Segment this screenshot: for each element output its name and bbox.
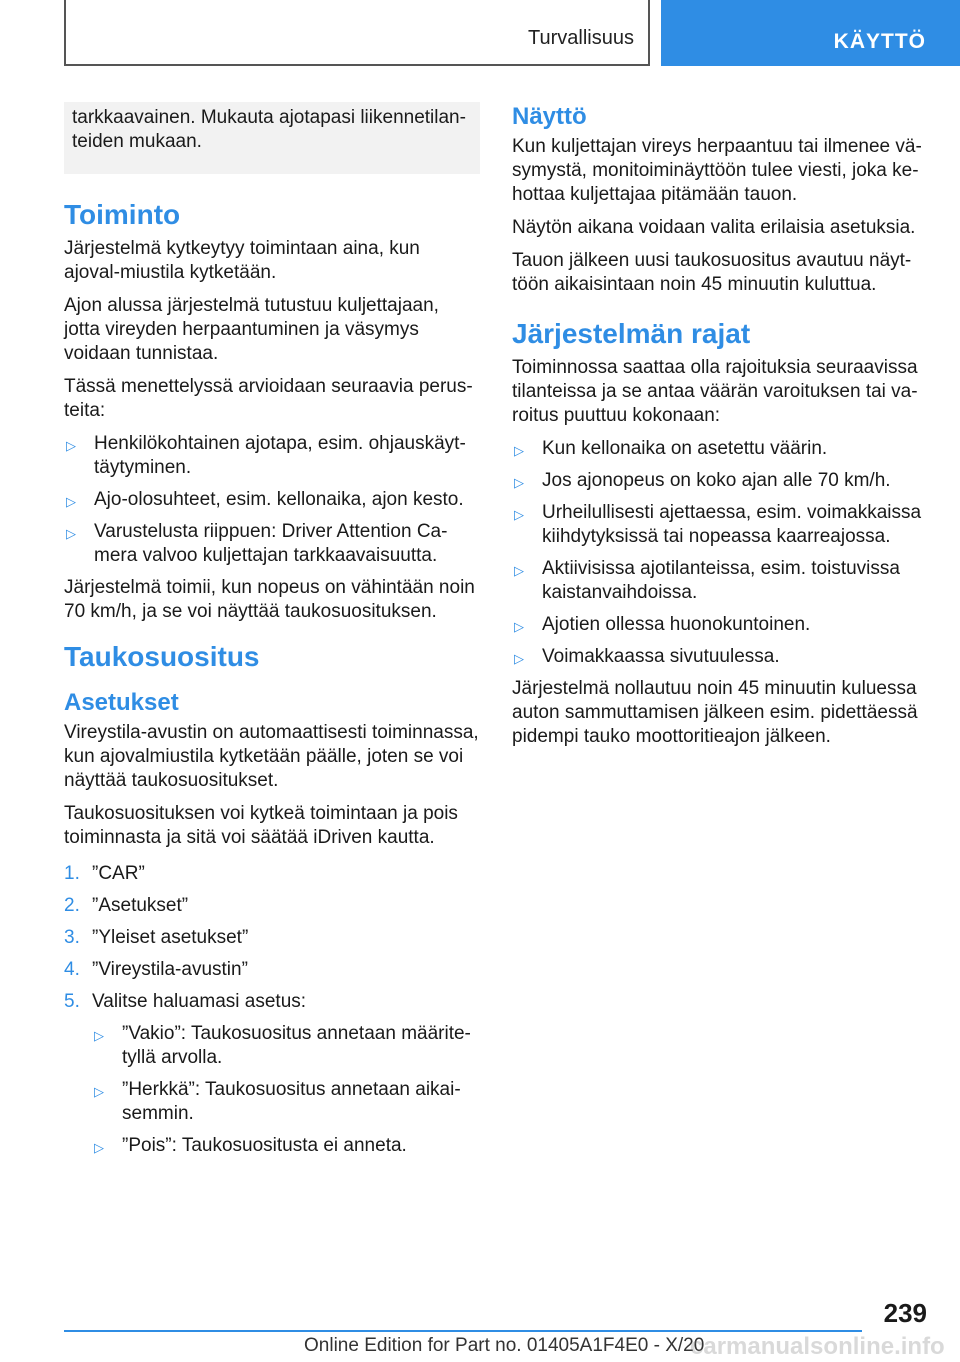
paragraph: Vireystila-avustin on automaattisesti toiminnassa, kun ajovalmiustila kytketään päälle, joten se voi näyttää taukosuositukset. — [64, 722, 479, 791]
criteria-list — [64, 432, 480, 568]
subheading-asetukset: Asetukset — [64, 689, 179, 716]
section-title: Turvallisuus — [528, 27, 634, 49]
step-item: 1. ”CAR” — [64, 863, 145, 884]
triangle-bullet-icon: ▷ — [514, 475, 524, 490]
paragraph: Toiminnossa saattaa olla rajoituksia seuraavissa tilanteissa ja se antaa väärän varoituksen tai va-roitus puuttuu kokonaan: — [512, 357, 918, 426]
heading-toiminto: Toiminto — [64, 199, 181, 230]
list-item: ▷ Aktiivisissa ajotilanteissa, esim. toistuvissa kaistanvaihdoissa. — [514, 558, 900, 603]
paragraph: Kun kuljettajan vireys herpaantuu tai ilmenee vä-symystä, monitoiminäyttöön tulee viesti, joka ke-hottaa kuljettajaa pitämään tauon. — [512, 136, 922, 205]
edition-text: Online Edition for Part no. 01405A1F4E0 - X/20 — [304, 1335, 705, 1356]
list-item: ▷ Jos ajonopeus on koko ajan alle 70 km/h. — [512, 469, 928, 493]
list-item: ▷ Ajo-olosuhteet, esim. kellonaika, ajon kesto. — [64, 488, 480, 512]
triangle-bullet-icon: ▷ — [94, 1028, 104, 1043]
option-list — [92, 1022, 480, 1158]
triangle-bullet-icon: ▷ — [514, 619, 524, 634]
subheading-naytto: Näyttö — [512, 103, 587, 130]
paragraph: Järjestelmä kytkeytyy toimintaan aina, kun ajoval-miustila kytketään. — [64, 238, 420, 283]
list-item: ▷ ”Vakio”: Taukosuositus annetaan määrite-tyllä arvolla. — [94, 1023, 471, 1068]
list-item: ▷ Varustelusta riippuen: Driver Attention Ca-mera valvoo kuljettajan tarkkaavaisuutta. — [66, 521, 448, 566]
triangle-bullet-icon: ▷ — [94, 1140, 104, 1155]
step-number: 3. — [64, 927, 80, 948]
step-number: 4. — [64, 959, 80, 980]
paragraph: Järjestelmä toimii, kun nopeus on vähintään noin 70 km/h, ja se voi näyttää taukosuosituksen. — [64, 577, 475, 622]
list-item: ▷ Kun kellonaika on asetettu väärin. — [512, 437, 928, 461]
triangle-bullet-icon: ▷ — [514, 443, 524, 458]
step-item: 3. ”Yleiset asetukset” — [64, 927, 249, 948]
paragraph: Näytön aikana voidaan valita erilaisia asetuksia. — [512, 217, 916, 238]
step-number: 5. — [64, 991, 80, 1012]
page-number: 239 — [883, 1298, 927, 1328]
heading-jarjestelman-rajat: Järjestelmän rajat — [512, 318, 751, 349]
paragraph: Taukosuosituksen voi kytkeä toimintaan ja pois toiminnasta ja sitä voi säätää iDriven kautta. — [64, 803, 458, 848]
triangle-bullet-icon: ▷ — [514, 563, 524, 578]
list-item: ▷ Urheilullisesti ajettaessa, esim. voimakkaissa kiihdytyksissä tai nopeassa kaarreajossa. — [514, 502, 922, 547]
list-item: ▷ ”Herkkä”: Taukosuositus annetaan aikai-semmin. — [94, 1079, 461, 1124]
paragraph: Tässä menettelyssä arvioidaan seuraavia perus-teita: — [64, 376, 473, 421]
list-item: ▷ Voimakkaassa sivutuulessa. — [512, 645, 928, 669]
step-number: 1. — [64, 863, 80, 884]
triangle-bullet-icon: ▷ — [94, 1084, 104, 1099]
list-item: ▷ Ajotien ollessa huonokuntoinen. — [512, 613, 928, 637]
step-number: 2. — [64, 895, 80, 916]
heading-taukosuositus: Taukosuositus — [64, 641, 260, 672]
triangle-bullet-icon: ▷ — [66, 526, 76, 541]
step-item: 2. ”Asetukset” — [64, 895, 189, 916]
triangle-bullet-icon: ▷ — [66, 438, 76, 453]
footer-divider — [64, 1330, 862, 1332]
settings-steps — [64, 862, 480, 1158]
triangle-bullet-icon: ▷ — [514, 651, 524, 666]
chapter-tab-label: KÄYTTÖ — [833, 30, 926, 53]
step-item: 4. ”Vireystila-avustin” — [64, 959, 248, 980]
right-column — [512, 102, 928, 758]
triangle-bullet-icon: ▷ — [66, 494, 76, 509]
header-section-box — [64, 0, 650, 66]
continued-note — [64, 102, 480, 174]
triangle-bullet-icon: ▷ — [514, 507, 524, 522]
list-item: ▷ Henkilökohtainen ajotapa, esim. ohjauskäyt-täytyminen. — [66, 433, 466, 478]
note-text: tarkkaavainen. Mukauta ajotapasi liikennetilan-teiden mukaan. — [72, 107, 466, 152]
paragraph: Järjestelmä nollautuu noin 45 minuutin kuluessa auton sammuttamisen jälkeen esim. pidettäessä pidempi tauko moottoritieajon jälkeen. — [512, 678, 918, 747]
chapter-tab[interactable] — [661, 0, 960, 66]
list-item: ▷ ”Pois”: Taukosuositusta ei anneta. — [92, 1134, 480, 1158]
limitations-list — [512, 437, 928, 669]
step-item: 5. Valitse haluamasi asetus: ▷ ”Vakio”: Taukosuositus annetaan määrite-tyllä arvolla. ▷ ”Herkkä”: Taukosuositus annetaan aikai-semmin. ▷ ”Pois”: Taukosuositusta ei anneta. — [64, 990, 480, 1158]
paragraph: Tauon jälkeen uusi taukosuositus avautuu näyt-töön aikaisintaan noin 45 minuutin kuluttua. — [512, 250, 912, 295]
paragraph: Ajon alussa järjestelmä tutustuu kuljettajaan, jotta vireyden herpaantuminen ja väsymys voidaan tunnistaa. — [64, 295, 439, 364]
left-column — [64, 102, 480, 1166]
watermark: carmanualsonline.info — [690, 1333, 945, 1360]
